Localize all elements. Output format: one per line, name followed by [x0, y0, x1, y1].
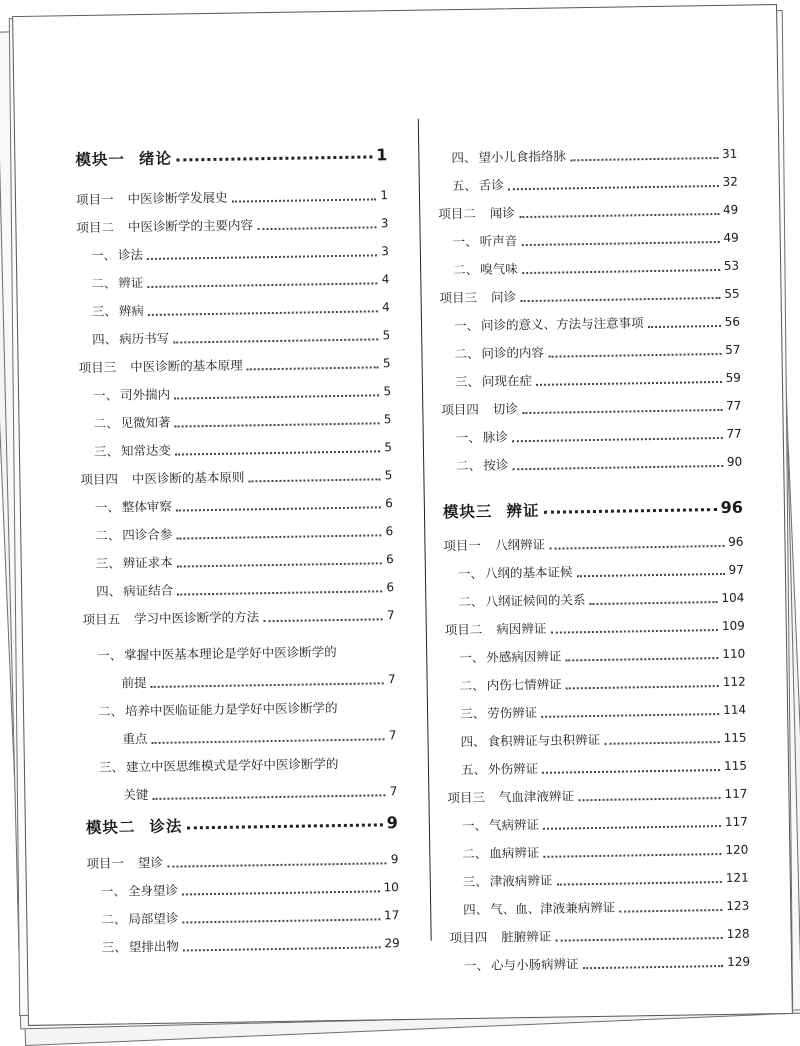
dot-leader [543, 824, 721, 830]
toc-entry-item [91, 235, 389, 264]
toc-entry-label: 三、 [460, 706, 485, 722]
dot-leader [176, 154, 372, 161]
toc-entry-item [456, 446, 742, 474]
toc-entry-page: 57 [725, 342, 741, 358]
toc-entry-item [459, 666, 745, 694]
dot-leader [508, 184, 719, 190]
toc-entry-title: 学习中医诊断学的方法 [134, 609, 259, 627]
dot-leader [555, 936, 723, 942]
toc-entry-page: 117 [724, 786, 747, 802]
dot-leader [147, 281, 377, 288]
toc-entry-page: 7 [390, 783, 398, 799]
toc-entry-item [452, 222, 738, 250]
toc-entry-item [99, 747, 397, 776]
toc-entry-page: 29 [384, 935, 400, 951]
toc-entry-title: 关键 [123, 787, 148, 803]
dot-leader [175, 449, 380, 455]
toc-page [12, 4, 793, 1026]
toc-entry-project [76, 179, 388, 208]
dot-leader [619, 908, 722, 913]
dot-leader [550, 628, 718, 634]
toc-entry-label: 四、 [451, 150, 476, 166]
toc-entry-page: 7 [387, 607, 395, 623]
toc-entry-title: 切诊 [493, 401, 518, 417]
toc-entry-title: 辨证求本 [123, 555, 173, 572]
toc-entry-title: 听声音 [480, 233, 518, 250]
toc-entry-page: 55 [724, 286, 740, 302]
toc-entry-project [439, 278, 739, 307]
toc-entry-label: 二、 [453, 262, 478, 278]
toc-entry-title: 病证结合 [123, 583, 173, 600]
dot-leader [152, 793, 385, 800]
toc-entry-project [447, 778, 747, 807]
toc-entry-title: 中医诊断学发展史 [127, 190, 227, 208]
toc-entry-item [452, 166, 738, 194]
dot-leader [173, 337, 378, 343]
toc-entry-title: 建立中医思维模式是学好中医诊断学的 [126, 756, 339, 775]
toc-entry-item [95, 515, 393, 544]
toc-entry-title: 望小儿食指络脉 [478, 148, 566, 165]
toc-entry-label: 模块二 [86, 819, 136, 836]
toc-entry-title: 整体审察 [122, 499, 172, 516]
toc-entry-item [92, 319, 390, 348]
toc-entry-project [76, 207, 388, 236]
toc-entry-title: 闻诊 [490, 205, 515, 221]
dot-leader [570, 156, 718, 161]
toc-entry-cont [120, 719, 396, 747]
toc-entry-label: 项目四 [450, 930, 488, 947]
toc-entry-title: 知常达变 [121, 443, 171, 460]
dot-leader [520, 296, 720, 302]
toc-entry-label: 项目四 [441, 402, 479, 419]
toc-entry-page: 115 [724, 758, 747, 774]
dot-leader [589, 600, 717, 605]
toc-entry-label: 二、 [454, 346, 479, 362]
dot-leader [176, 533, 381, 539]
toc-entry-page: 7 [389, 727, 397, 743]
toc-entry-label: 项目四 [80, 471, 118, 488]
toc-entry-label: 三、 [94, 443, 119, 459]
toc-entry-page: 9 [387, 815, 398, 831]
toc-entry-label: 项目一 [76, 192, 114, 209]
toc-entry-title: 舌诊 [479, 177, 504, 193]
toc-entry-label: 一、 [464, 958, 489, 974]
toc-entry-page: 120 [725, 842, 748, 858]
toc-entry-title: 中医诊断的基本原则 [132, 469, 245, 487]
toc-entry-title: 气血津液辨证 [499, 788, 574, 805]
toc-entry-page: 6 [385, 495, 393, 511]
dot-leader [151, 681, 384, 688]
toc-entry-page: 121 [726, 870, 749, 886]
dot-leader [247, 365, 379, 370]
toc-entry-item [459, 638, 745, 666]
toc-entry-label: 四、 [463, 902, 488, 918]
toc-entry-project [82, 599, 394, 628]
toc-entry-item [101, 871, 399, 900]
toc-entry-label: 三、 [92, 303, 117, 319]
toc-entry-title: 脏腑辨证 [501, 929, 551, 946]
toc-entry-page: 123 [726, 898, 749, 914]
dot-leader [257, 225, 377, 230]
toc-entry-label: 模块三 [443, 504, 493, 521]
toc-entry-label: 二、 [462, 846, 487, 862]
dot-leader [152, 737, 385, 744]
toc-entry-title: 前提 [121, 675, 146, 691]
toc-entry-page: 90 [727, 454, 743, 470]
toc-entry-item [92, 291, 390, 320]
dot-leader [566, 684, 719, 689]
toc-entry-label: 一、 [97, 647, 122, 663]
toc-entry-label: 三、 [99, 759, 124, 775]
toc-entry-page: 109 [722, 618, 745, 634]
toc-entry-label: 项目二 [438, 206, 476, 223]
toc-entry-title: 问诊的意义、方法与注意事项 [481, 315, 644, 334]
toc-entry-title: 辨病 [119, 303, 144, 319]
toc-entry-page: 129 [727, 954, 750, 970]
toc-entry-project [86, 843, 398, 872]
dot-leader [536, 380, 722, 386]
toc-entry-title: 四诊合参 [122, 527, 172, 544]
toc-entry-title: 培养中医临证能力是学好中医诊断学的 [125, 700, 338, 719]
toc-entry-title: 病因辨证 [496, 621, 546, 638]
toc-entry-title: 病历书写 [119, 331, 169, 348]
toc-entry-item [95, 543, 393, 572]
toc-entry-item [93, 403, 391, 432]
toc-entry-title: 重点 [122, 731, 147, 747]
toc-entry-label: 项目三 [439, 290, 477, 307]
toc-entry-page: 112 [723, 674, 746, 690]
toc-entry-page: 114 [723, 702, 746, 718]
toc-entry-page: 9 [391, 851, 399, 867]
toc-entry-label: 一、 [93, 387, 118, 403]
toc-entry-project [443, 526, 743, 555]
toc-entry-label: 四、 [92, 331, 117, 347]
dot-leader [549, 544, 724, 550]
toc-entry-label: 四、 [96, 583, 121, 599]
dot-leader [183, 945, 381, 951]
toc-entry-page: 10 [383, 879, 399, 895]
toc-entry-label: 一、 [101, 883, 126, 899]
toc-entry-title: 见微知著 [120, 415, 170, 432]
toc-entry-page: 31 [722, 146, 738, 162]
dot-leader [565, 656, 718, 661]
dot-leader [512, 436, 723, 442]
toc-entry-page: 6 [385, 523, 393, 539]
toc-entry-page: 6 [386, 579, 394, 595]
toc-entry-item [464, 946, 750, 974]
toc-entry-label: 二、 [93, 415, 118, 431]
toc-entry-title: 劳伤辨证 [487, 705, 537, 722]
toc-entry-page: 77 [726, 426, 742, 442]
toc-entry-page: 7 [388, 671, 396, 687]
toc-entry-label: 一、 [456, 430, 481, 446]
toc-entry-label: 三、 [102, 939, 127, 955]
toc-entry-title: 中医诊断的基本原理 [130, 357, 243, 375]
toc-entry-label: 二、 [101, 911, 126, 927]
toc-entry-item [454, 334, 740, 362]
toc-entry-page: 1 [376, 147, 387, 163]
toc-entry-title: 辨证 [506, 503, 539, 520]
toc-entry-title: 诊法 [118, 247, 143, 263]
toc-entry-page: 3 [381, 243, 389, 259]
toc-left-column [13, 5, 776, 17]
toc-entry-project [438, 194, 738, 223]
toc-entry-page: 96 [721, 500, 744, 516]
toc-entry-label: 项目二 [445, 622, 483, 639]
dot-leader [519, 212, 719, 218]
dot-leader [543, 507, 716, 514]
toc-entry-module [86, 803, 398, 836]
toc-entry-title: 脉诊 [483, 429, 508, 445]
toc-entry-item [95, 487, 393, 516]
toc-entry-page: 5 [385, 467, 393, 483]
toc-entry-label: 一、 [453, 234, 478, 250]
toc-entry-page: 5 [383, 355, 391, 371]
toc-entry-label: 项目一 [86, 855, 124, 872]
toc-entry-label: 三、 [463, 874, 488, 890]
toc-entry-item [455, 362, 741, 390]
toc-entry-label: 二、 [460, 678, 485, 694]
toc-entry-page: 6 [386, 551, 394, 567]
toc-entry-label: 一、 [95, 499, 120, 515]
toc-entry-page: 56 [725, 314, 741, 330]
toc-entry-label: 五、 [452, 178, 477, 194]
toc-entry-page: 53 [724, 258, 740, 274]
toc-entry-title: 问现在症 [482, 373, 532, 390]
dot-leader [263, 617, 383, 622]
toc-entry-page: 115 [724, 730, 747, 746]
toc-entry-module [443, 488, 743, 521]
toc-entry-project [80, 459, 392, 488]
toc-entry-title: 望诊 [138, 855, 163, 871]
toc-entry-title: 外感病因辨证 [486, 649, 561, 666]
toc-entry-label: 项目五 [82, 611, 120, 628]
dot-leader [147, 253, 377, 260]
dot-leader [543, 852, 721, 858]
toc-entry-title: 气、血、津液兼病辨证 [490, 900, 615, 918]
toc-entry-label: 二、 [98, 703, 123, 719]
toc-entry-module [75, 135, 387, 168]
toc-entry-title: 血病辨证 [489, 845, 539, 862]
dot-leader [248, 477, 380, 482]
toc-entry-project [78, 347, 390, 376]
toc-entry-title: 中医诊断学的主要内容 [128, 217, 253, 235]
toc-entry-item [462, 834, 748, 862]
toc-right-column [13, 5, 776, 17]
toc-entry-label: 一、 [91, 247, 116, 263]
toc-entry-page: 49 [723, 202, 739, 218]
toc-entry-page: 1 [380, 187, 388, 203]
toc-entry-item [456, 418, 742, 446]
toc-entry-page: 5 [382, 327, 390, 343]
toc-entry-label: 四、 [460, 734, 485, 750]
dot-leader [174, 393, 379, 399]
toc-entry-title: 内伤七情辨证 [487, 677, 562, 694]
toc-entry-project [441, 390, 741, 419]
toc-entry-title: 掌握中医基本理论是学好中医诊断学的 [124, 644, 337, 663]
toc-entry-label: 二、 [456, 458, 481, 474]
dot-leader [648, 324, 721, 328]
dot-leader [182, 889, 380, 895]
toc-entry-page: 5 [384, 411, 392, 427]
toc-entry-cont [121, 775, 397, 803]
dot-leader [576, 572, 724, 577]
dot-leader [522, 408, 722, 414]
dot-leader [232, 197, 377, 202]
toc-entry-title: 嗅气味 [480, 261, 518, 278]
toc-entry-page: 96 [728, 534, 744, 550]
dot-leader [541, 712, 719, 718]
toc-entry-page: 4 [382, 271, 390, 287]
toc-entry-page: 5 [384, 439, 392, 455]
toc-entry-title: 诊法 [149, 818, 182, 835]
toc-entry-item [460, 694, 746, 722]
toc-entry-label: 三、 [96, 555, 121, 571]
toc-entry-label: 项目三 [447, 790, 485, 807]
dot-leader [186, 822, 382, 829]
toc-entry-title: 按诊 [483, 457, 508, 473]
toc-entry-page: 110 [722, 646, 745, 662]
dot-leader [548, 352, 721, 358]
dot-leader [512, 464, 723, 470]
toc-entry-item [463, 890, 749, 918]
toc-entry-title: 全身望诊 [128, 883, 178, 900]
toc-entry-item [460, 722, 746, 750]
toc-entry-page: 4 [382, 299, 390, 315]
toc-entry-page: 59 [725, 370, 741, 386]
toc-entry-page: 97 [728, 562, 744, 578]
toc-entry-title: 心与小肠病辨证 [491, 956, 579, 973]
dot-leader [177, 589, 382, 595]
toc-entry-item [97, 635, 395, 664]
toc-entry-page: 117 [725, 814, 748, 830]
toc-entry-project [449, 918, 749, 947]
toc-entry-item [96, 571, 394, 600]
toc-entry-item [451, 138, 737, 166]
toc-entry-item [93, 375, 391, 404]
dot-leader [583, 964, 724, 969]
toc-entry-title: 八纲证候间的关系 [485, 592, 585, 610]
toc-entry-page: 3 [381, 215, 389, 231]
toc-entry-title: 问诊 [491, 289, 516, 305]
toc-entry-label: 一、 [462, 818, 487, 834]
toc-entry-title: 津液病辨证 [490, 873, 553, 890]
toc-entry-item [458, 554, 744, 582]
toc-entry-item [453, 250, 739, 278]
toc-entry-label: 项目一 [443, 538, 481, 555]
toc-entry-page: 17 [384, 907, 400, 923]
toc-entry-page: 104 [721, 590, 744, 606]
toc-entry-item [458, 582, 744, 610]
toc-entry-title: 司外揣内 [120, 387, 170, 404]
dot-leader [167, 861, 387, 867]
toc-entry-label: 一、 [459, 650, 484, 666]
toc-entry-label: 模块一 [75, 151, 125, 168]
toc-entry-item [454, 306, 740, 334]
toc-entry-label: 二、 [458, 594, 483, 610]
toc-entry-page: 77 [726, 398, 742, 414]
toc-entry-item [463, 862, 749, 890]
dot-leader [542, 768, 720, 774]
toc-entry-item [101, 899, 399, 928]
toc-entry-page: 32 [722, 174, 738, 190]
toc-entry-label: 项目二 [76, 219, 114, 236]
toc-entry-item [461, 750, 747, 778]
toc-entry-title: 八纲辨证 [495, 537, 545, 554]
toc-entry-page: 5 [383, 383, 391, 399]
toc-entry-title: 八纲的基本证候 [485, 564, 573, 581]
toc-entry-item [94, 431, 392, 460]
toc-entry-label: 三、 [455, 374, 480, 390]
dot-leader [522, 268, 720, 274]
toc-entry-item [98, 691, 396, 720]
toc-entry-title: 局部望诊 [128, 911, 178, 928]
dot-leader [556, 880, 722, 886]
toc-entry-title: 外伤辨证 [488, 761, 538, 778]
toc-entry-title: 绪论 [139, 151, 172, 168]
toc-entry-item [462, 806, 748, 834]
toc-entry-label: 项目三 [79, 359, 117, 376]
dot-leader [148, 309, 378, 316]
dot-leader [177, 561, 382, 567]
toc-entry-page: 128 [727, 926, 750, 942]
toc-entry-title: 辨证 [118, 275, 143, 291]
toc-entry-item [91, 263, 389, 292]
column-divider [418, 119, 432, 941]
dot-leader [604, 740, 720, 745]
toc-entry-title: 气病辨证 [489, 817, 539, 834]
dot-leader [521, 240, 719, 246]
toc-entry-label: 二、 [91, 275, 116, 291]
toc-entry-label: 五、 [461, 762, 486, 778]
toc-entry-title: 望排出物 [129, 939, 179, 956]
toc-entry-label: 二、 [95, 527, 120, 543]
toc-entry-title: 食积辨证与虫积辨证 [487, 732, 600, 750]
toc-entry-cont [119, 663, 395, 691]
toc-entry-label: 一、 [454, 318, 479, 334]
dot-leader [578, 796, 721, 801]
toc-entry-project [445, 610, 745, 639]
toc-entry-item [102, 927, 400, 956]
toc-entry-page: 49 [723, 230, 739, 246]
toc-entry-label: 一、 [458, 566, 483, 582]
dot-leader [182, 917, 380, 923]
dot-leader [176, 505, 381, 511]
toc-entry-title: 问诊的内容 [481, 345, 544, 362]
dot-leader [175, 421, 380, 427]
